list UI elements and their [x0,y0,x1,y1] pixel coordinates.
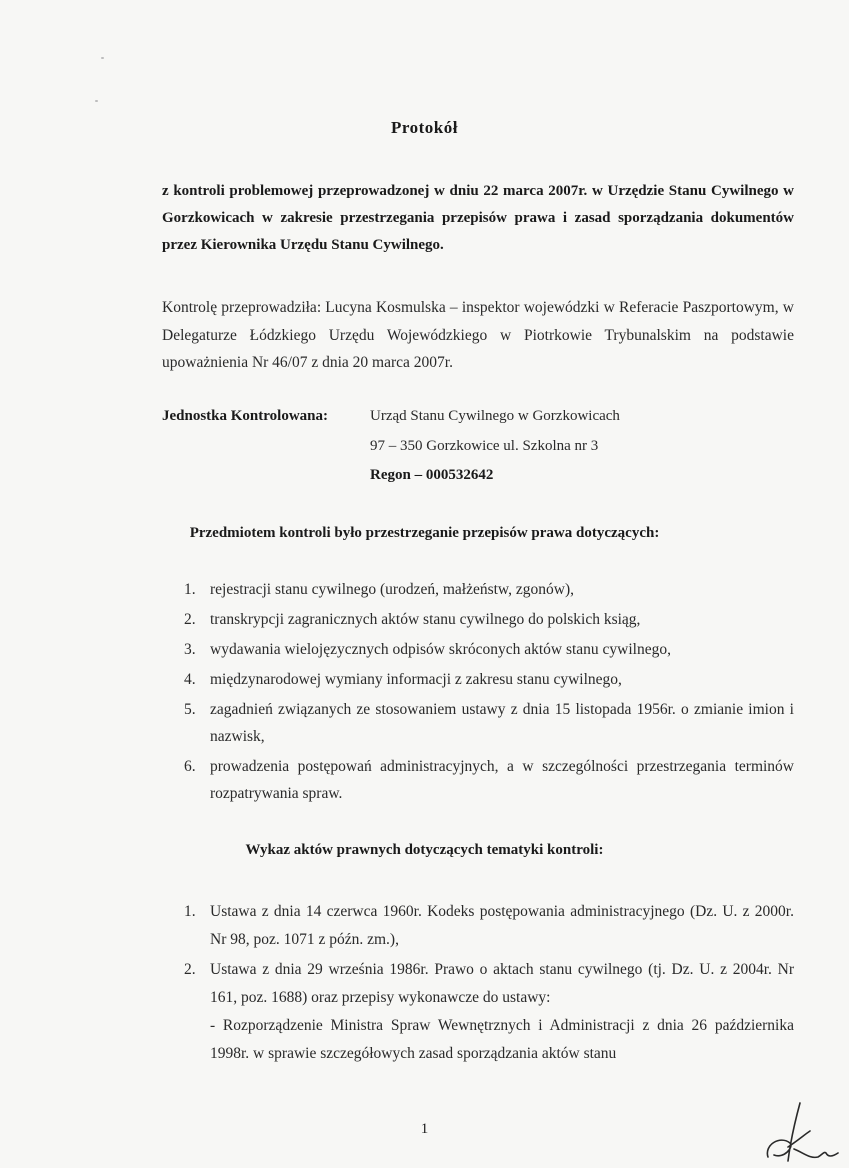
control-by-paragraph: Kontrolę przeprowadziła: Lucyna Kosmulska – inspektor wojewódzki w Referacie Paszportowym, w Delegaturze Łódzkiego Urzędu Wojewódzkiego w Piotrkowie Trybunalskim na podstawie upoważnienia Nr 46/07 z dnia 20 marca 2007r. [162,299,794,371]
signature-initials [760,1095,840,1165]
list-item: 2. transkrypcji zagranicznych aktów stanu cywilnego do polskich ksiąg, [184,611,641,628]
acts-list [162,898,794,1070]
list-item: 6. prowadzenia postępowań administracyjnych, a w szczególności przestrzegania terminów rozpatrywania spraw. [184,758,794,802]
controlled-unit-label: Jednostka Kontrolowana: [162,408,328,424]
subject-list [162,576,794,810]
controlled-unit-name: Urząd Stanu Cywilnego w Gorzkowicach [370,408,620,424]
controlled-unit-address: 97 – 350 Gorzkowice ul. Szkolna nr 3 [370,438,599,454]
list-item: 4. międzynarodowej wymiany informacji z zakresu stanu cywilnego, [184,671,622,688]
list-item: 1. rejestracji stanu cywilnego (urodzeń, małżeństw, zgonów), [184,581,574,598]
list-item: 1. Ustawa z dnia 14 czerwca 1960r. Kodeks postępowania administracyjnego (Dz. U. z 2000r. Nr 98, poz. 1071 z późn. zm.), [184,903,794,948]
subject-heading: Przedmiotem kontroli było przestrzeganie przepisów prawa dotyczących: [189,525,660,541]
page-number: 1 [420,1121,429,1137]
list-item: 5. zagadnień związanych ze stosowaniem ustawy z dnia 15 listopada 1956r. o zmianie imion i nazwisk, [184,701,794,745]
scan-speck [95,100,98,102]
list-item: 3. wydawania wielojęzycznych odpisów skróconych aktów stanu cywilnego, [184,641,671,658]
scan-speck [101,57,104,59]
list-item: 2. Ustawa z dnia 29 września 1986r. Prawo o aktach stanu cywilnego (tj. Dz. U. z 2004r. Nr 161, poz. 1688) oraz przepisy wykonawcze do ustawy: - Rozporządzenie Ministra Spraw Wewnętrznych i Administracji z dnia 26 października 1998r. w sprawie szczegółowych zasad sporządzania aktów stanu [162,956,794,1068]
acts-subitem: - Rozporządzenie Ministra Spraw Wewnętrznych i Administracji z dnia 26 października 1998r. w sprawie szczegółowych zasad sporządzania aktów stanu [210,1017,794,1062]
document-title: Protokół [391,118,458,137]
intro-paragraph: z kontroli problemowej przeprowadzonej w dniu 22 marca 2007r. w Urzędzie Stanu Cywilnego w Gorzkowicach w zakresie przestrzegania przepisów prawa i zasad sporządzania dokumentów przez Kierownika Urzędu Stanu Cywilnego. [162,183,794,253]
acts-heading: Wykaz aktów prawnych dotyczących tematyki kontroli: [245,842,604,858]
controlled-unit-regon: Regon – 000532642 [370,467,494,483]
